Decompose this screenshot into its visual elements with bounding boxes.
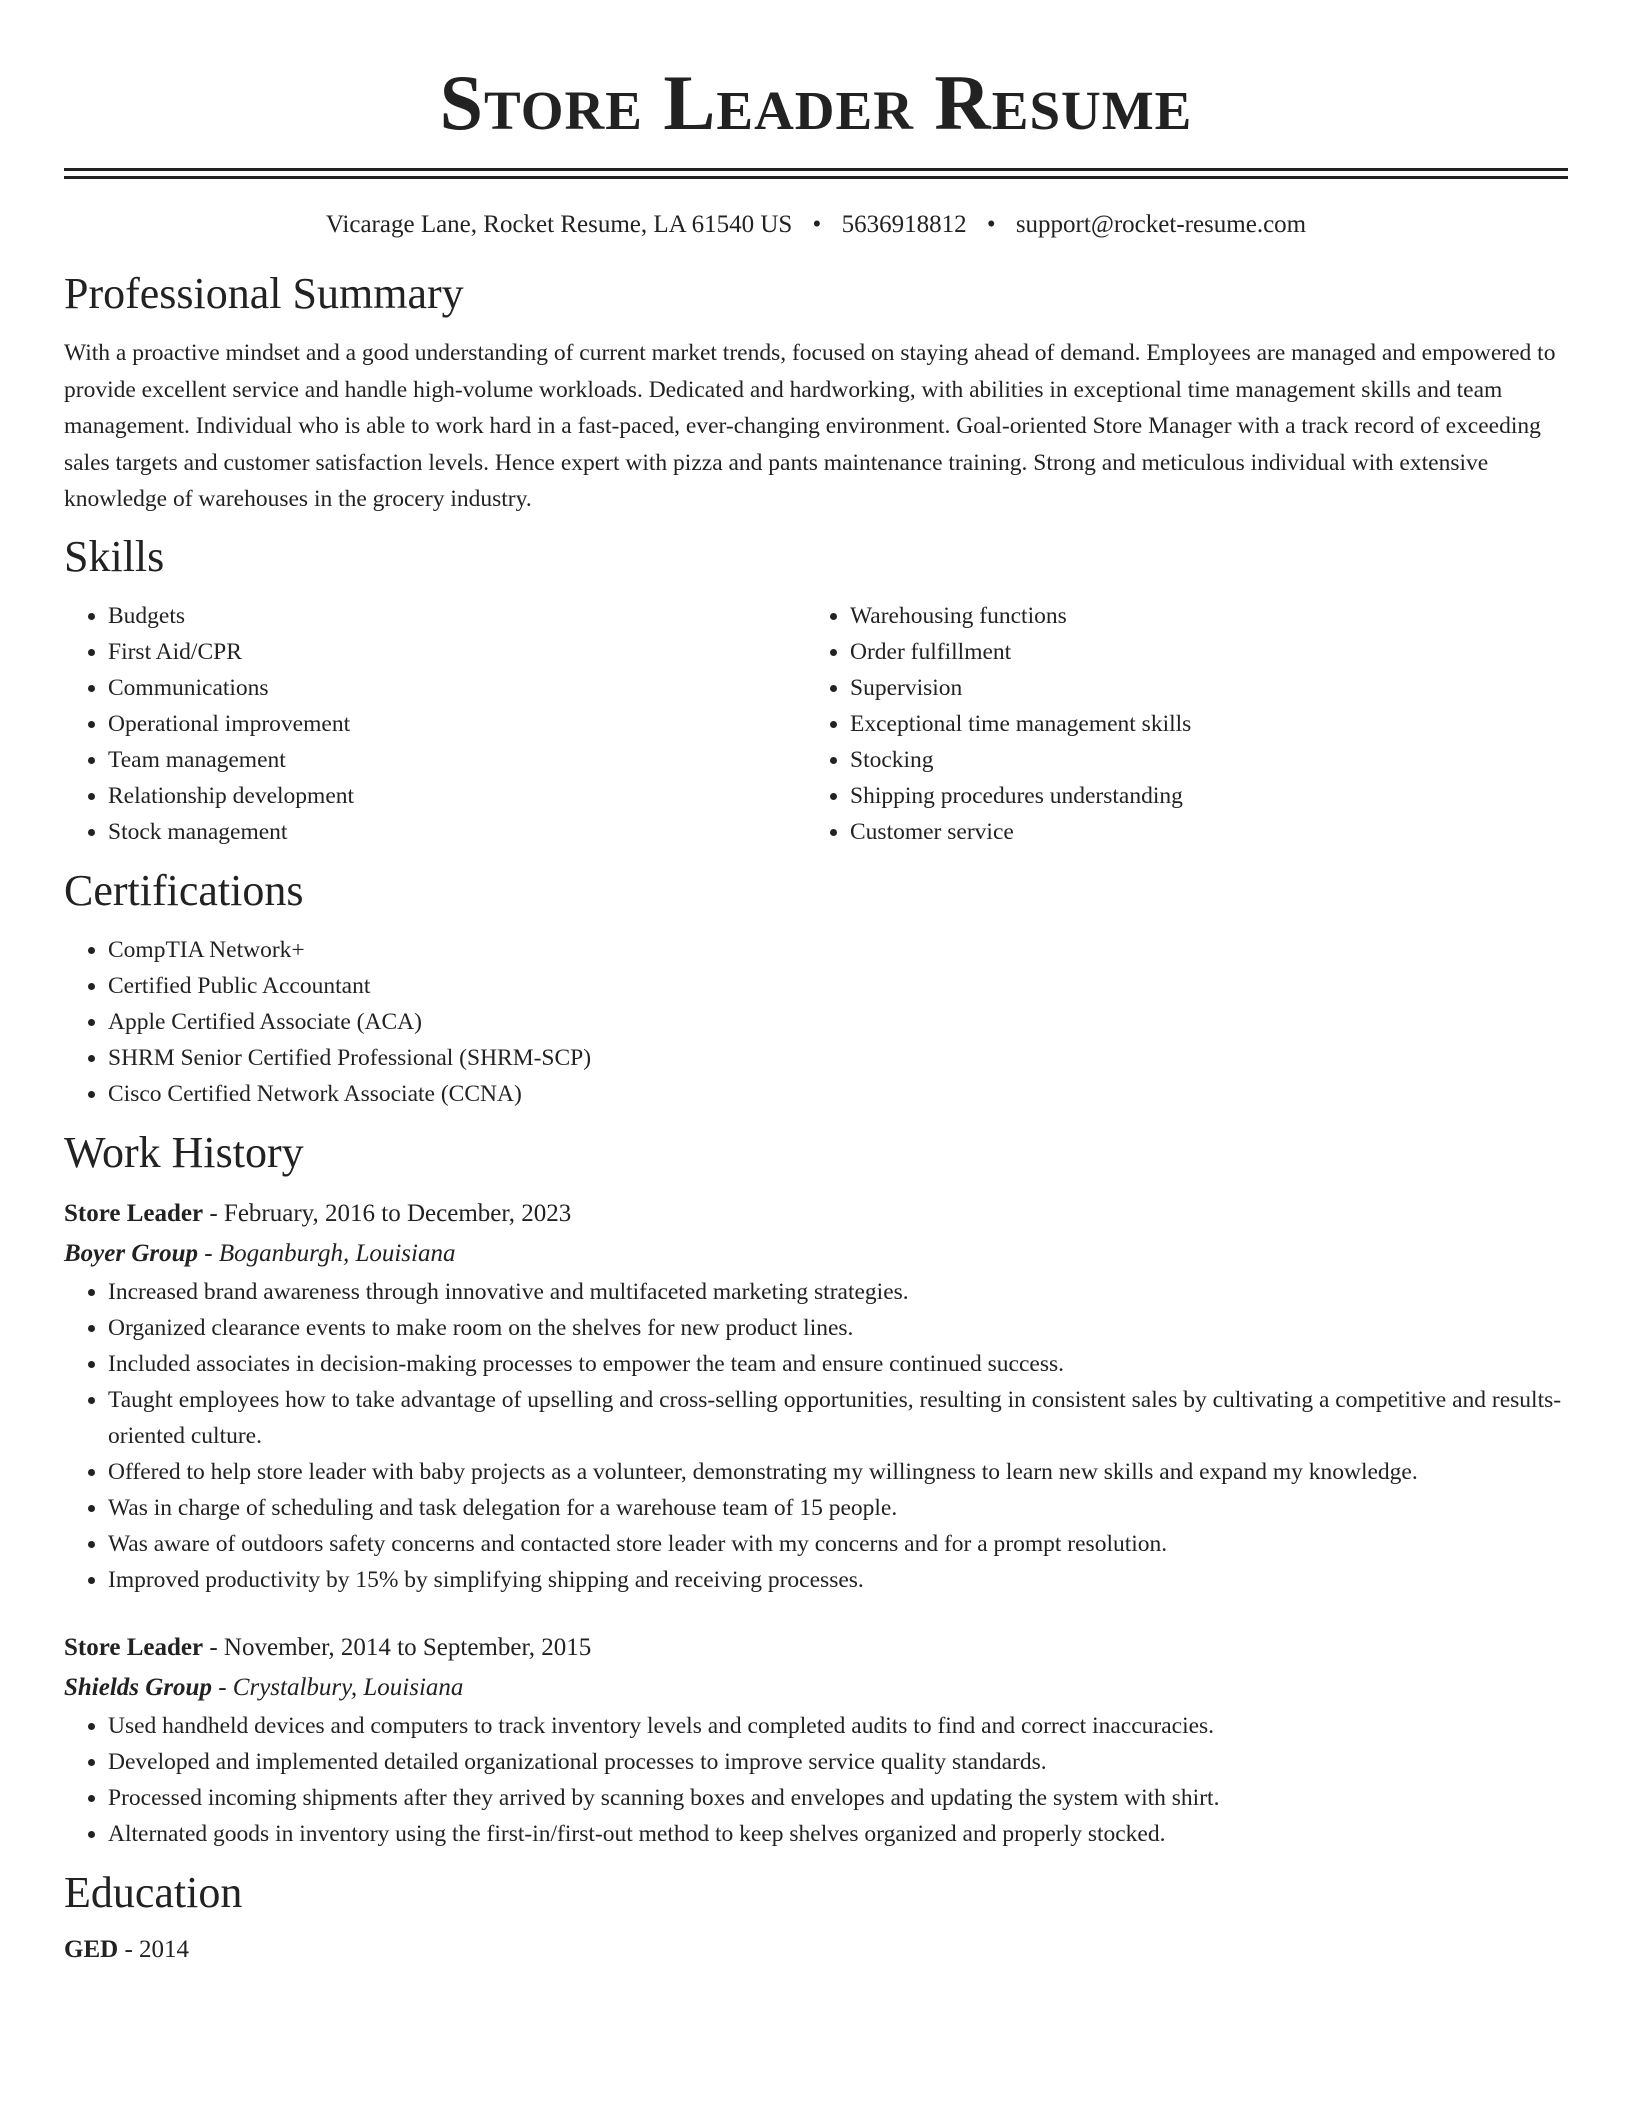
certifications-heading: Certifications xyxy=(64,865,304,915)
job-company-line xyxy=(64,1234,1568,1274)
summary-heading: Professional Summary xyxy=(64,269,464,318)
job-bullet: • Processed incoming shipments after they arrived by scanning boxes and envelopes and updating the system with shirt. xyxy=(108,1780,1568,1816)
certification-item: • Certified Public Accountant xyxy=(108,968,1568,1004)
skills-left-list xyxy=(64,598,806,850)
title-double-rule xyxy=(64,168,1568,179)
work-history-heading: Work History xyxy=(64,1127,304,1177)
education-heading: Education xyxy=(64,1867,243,1917)
skills-right-list xyxy=(806,598,1548,850)
job-bullet: • Developed and implemented detailed organizational processes to improve service quality standards. xyxy=(108,1744,1568,1780)
job-location: - Crystalbury, Louisiana xyxy=(211,1673,464,1701)
job-bullet: • Increased brand awareness through innovative and multifaceted marketing strategies. xyxy=(108,1274,1568,1310)
job-bullet: • Offered to help store leader with baby projects as a volunteer, demonstrating my willingness to learn new skills and expand my knowledge. xyxy=(108,1454,1568,1490)
job-entry xyxy=(64,1194,1568,1598)
job-title-line xyxy=(64,1194,1568,1234)
skills-heading: Skills xyxy=(64,531,165,581)
skill-item: • Team management xyxy=(108,742,806,778)
skill-item: • Warehousing functions xyxy=(850,598,1548,634)
contact-separator: • xyxy=(812,211,822,238)
skill-item: • Stocking xyxy=(850,742,1548,778)
job-company: Boyer Group xyxy=(64,1239,199,1267)
job-bullet: • Alternated goods in inventory using the first-in/first-out method to keep shelves organized and properly stocked. xyxy=(108,1816,1568,1852)
skills-grid xyxy=(64,598,1568,850)
contact-phone: 5636918812 xyxy=(841,211,967,238)
contact-address: Vicarage Lane, Rocket Resume, LA 61540 US xyxy=(325,211,793,238)
certification-item: • CompTIA Network+ xyxy=(108,932,1568,968)
job-bullet: • Improved productivity by 15% by simplifying shipping and receiving processes. xyxy=(108,1562,1568,1598)
skill-item: • First Aid/CPR xyxy=(108,634,806,670)
contact-separator: • xyxy=(986,211,996,238)
skill-item: • Shipping procedures understanding xyxy=(850,778,1548,814)
skill-item: • Supervision xyxy=(850,670,1548,706)
certification-item: • Apple Certified Associate (ACA) xyxy=(108,1004,1568,1040)
skill-item: • Communications xyxy=(108,670,806,706)
job-company: Shields Group xyxy=(64,1673,212,1701)
summary-text: With a proactive mindset and a good understanding of current market trends, focused on staying ahead of demand. Employees are managed and empowered to provide excellent service and handle high-volume workloads. Dedicated and hardworking, with abilities in exceptional time management skills and team management. Individual who is able to work hard in a fast-paced, ever-changing environment. Goal-oriented Store Manager with a track record of exceeding sales targets and customer satisfaction levels. Hence expert with pizza and pants maintenance training. Strong and meticulous individual with extensive knowledge of warehouses in the grocery industry. xyxy=(64,340,1556,512)
job-company-line xyxy=(64,1668,1568,1708)
skill-item: • Stock management xyxy=(108,814,806,850)
certification-item: • Cisco Certified Network Associate (CCNA) xyxy=(108,1076,1568,1112)
skill-item: • Order fulfillment xyxy=(850,634,1548,670)
contact-email[interactable]: support@rocket-resume.com xyxy=(1015,211,1307,238)
job-dates: - November, 2014 to September, 2015 xyxy=(203,1633,592,1661)
job-bullet: • Included associates in decision-making processes to empower the team and ensure continued success. xyxy=(108,1346,1568,1382)
job-title-line xyxy=(64,1628,1568,1668)
certifications-list xyxy=(64,932,1568,1112)
skill-item: • Budgets xyxy=(108,598,806,634)
education-entry xyxy=(64,1930,1568,1970)
job-dates: - February, 2016 to December, 2023 xyxy=(203,1199,572,1227)
job-role: Store Leader xyxy=(64,1633,204,1661)
job-entry xyxy=(64,1628,1568,1852)
skill-item: • Customer service xyxy=(850,814,1548,850)
skill-item: • Exceptional time management skills xyxy=(850,706,1548,742)
job-bullets xyxy=(64,1274,1568,1598)
job-bullet: • Used handheld devices and computers to track inventory levels and completed audits to find and correct inaccuracies. xyxy=(108,1708,1568,1744)
job-location: - Boganburgh, Louisiana xyxy=(198,1239,456,1267)
skills-left-column xyxy=(64,598,806,850)
skill-item: • Operational improvement xyxy=(108,706,806,742)
job-bullet: • Was aware of outdoors safety concerns and contacted store leader with my concerns and for a prompt resolution. xyxy=(108,1526,1568,1562)
contact-line xyxy=(64,207,1568,243)
skill-item: • Relationship development xyxy=(108,778,806,814)
job-bullet: • Taught employees how to take advantage of upselling and cross-selling opportunities, resulting in consistent sales by cultivating a competitive and results-oriented culture. xyxy=(108,1382,1568,1454)
skills-right-column xyxy=(806,598,1548,850)
job-bullet: • Was in charge of scheduling and task delegation for a warehouse team of 15 people. xyxy=(108,1490,1568,1526)
certification-item: • SHRM Senior Certified Professional (SHRM-SCP) xyxy=(108,1040,1568,1076)
education-degree: GED xyxy=(64,1935,119,1963)
resume-title: Store Leader Resume xyxy=(439,59,1193,146)
education-year: - 2014 xyxy=(118,1935,190,1963)
job-bullets xyxy=(64,1708,1568,1852)
job-role: Store Leader xyxy=(64,1199,204,1227)
job-bullet: • Organized clearance events to make room on the shelves for new product lines. xyxy=(108,1310,1568,1346)
